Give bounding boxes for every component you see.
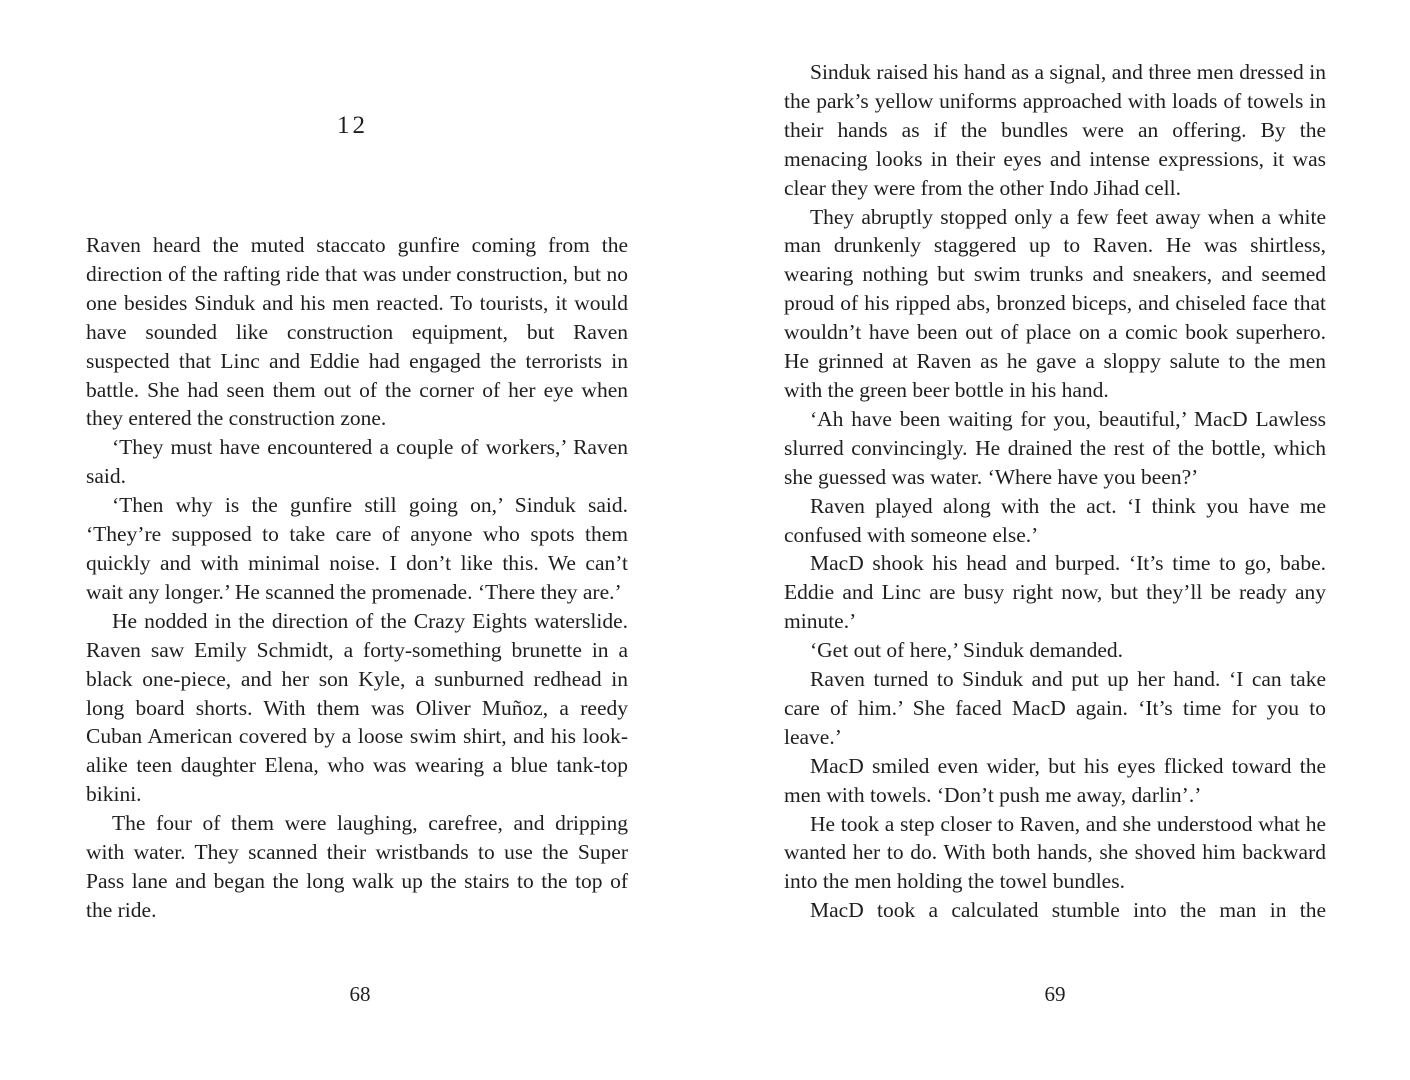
paragraph: Raven played along with the act. ‘I think you have me confused with someone else.’: [784, 493, 1326, 547]
paragraph: MacD took a calculated stumble into the man in the: [810, 898, 1326, 923]
paragraph: Raven heard the muted staccato gunfire coming from the direction of the rafting ride that was under construction, but no one besides Sinduk and his men reacted. To tourists, it would have sounded like construction equipment, but Raven suspected that Linc and Eddie had engaged the terrorists in battle. She had seen them out of the corner of her eye when they entered the construction zone.: [86, 233, 628, 431]
paragraph: He took a step closer to Raven, and she understood what he wanted her to do. With both hands, she shoved him backward into the men holding the towel bundles.: [784, 811, 1326, 894]
paragraph: The four of them were laughing, carefree, and dripping with water. They scanned their wristbands to use the Super Pass lane and began the long walk up the stairs to the top of the ride.: [86, 811, 628, 922]
left-page-text: [86, 231, 628, 925]
right-page: [705, 0, 1410, 1080]
paragraph: ‘Then why is the gunfire still going on,’ Sinduk said. ‘They’re supposed to take care of anyone who spots them quickly and with minimal noise. I don’t like this. We can’t wait any longer.’ He scanned the promenade. ‘There they are.’: [86, 493, 628, 604]
paragraph: They abruptly stopped only a few feet away when a white man drunkenly staggered up to Raven. He was shirtless, wearing nothing but swim trunks and sneakers, and seemed proud of his ripped abs, bronzed biceps, and chiseled face that wouldn’t have been out of place on a comic book superhero. He grinned at Raven as he gave a sloppy salute to the men with the green beer bottle in his hand.: [784, 204, 1326, 402]
page-number: 68: [349, 982, 371, 1006]
paragraph: MacD smiled even wider, but his eyes flicked toward the men with towels. ‘Don’t push me away, darlin’.’: [784, 753, 1326, 807]
paragraph: ‘They must have encountered a couple of workers,’ Raven said.: [86, 435, 628, 489]
right-page-text: [784, 58, 1326, 925]
chapter-number: 12: [337, 112, 368, 139]
paragraph: MacD shook his head and burped. ‘It’s time to go, babe. Eddie and Linc are busy right now, but they’ll be ready any minute.’: [784, 551, 1326, 634]
paragraph: He nodded in the direction of the Crazy Eights waterslide. Raven saw Emily Schmidt, a forty-something brunette in a black one-piece, and her son Kyle, a sunburned redhead in long board shorts. With them was Oliver Muñoz, a reedy Cuban American covered by a loose swim shirt, and his look-alike teen daughter Elena, who was wearing a blue tank-top bikini.: [86, 608, 628, 807]
paragraph: Sinduk raised his hand as a signal, and three men dressed in the park’s yellow uniforms approached with loads of towels in their hands as if the bundles were an offering. By the menacing looks in their eyes and intense expressions, it was clear they were from the other Indo Jihad cell.: [784, 60, 1326, 200]
paragraph: ‘Get out of here,’ Sinduk demanded.: [810, 638, 1124, 663]
page-number: 69: [1044, 982, 1066, 1006]
paragraph: ‘Ah have been waiting for you, beautiful,’ MacD Lawless slurred convincingly. He drained the rest of the bottle, which she guessed was water. ‘Where have you been?’: [784, 406, 1326, 489]
paragraph: Raven turned to Sinduk and put up her hand. ‘I can take care of him.’ She faced MacD again. ‘It’s time for you to leave.’: [784, 667, 1326, 749]
